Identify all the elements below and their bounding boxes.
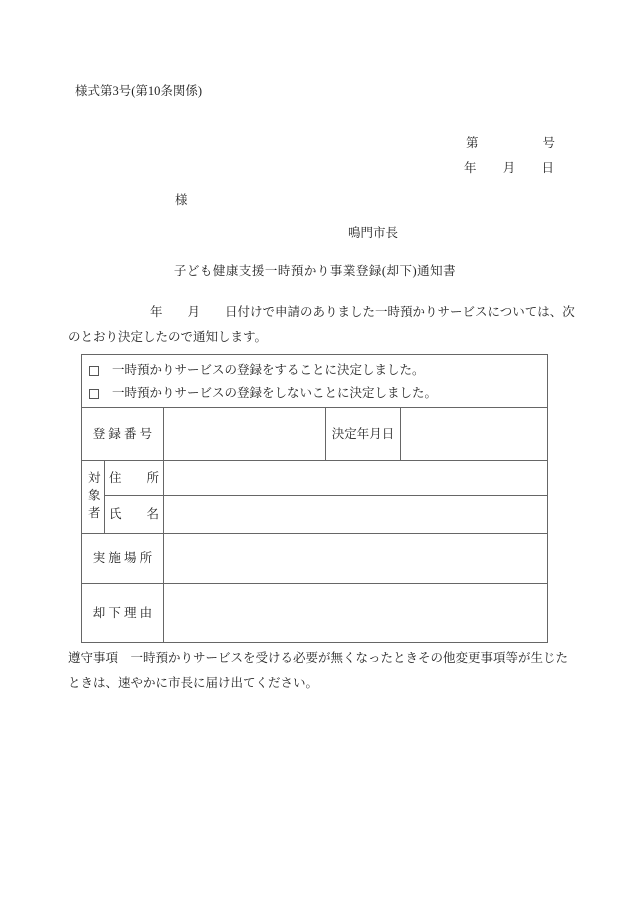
subject-section: [82, 460, 547, 533]
name-value-cell: [164, 496, 547, 533]
decision-option-approve-label: 一時預かりサービスの登録をすることに決定しました。: [112, 363, 425, 378]
note-line-2: ときは、速やかに市長に届け出てください。: [68, 676, 319, 690]
recipient-honorific: 様: [175, 193, 188, 207]
subject-rows: [105, 461, 547, 533]
doc-number-suffix: 号: [542, 136, 555, 150]
year-label: 年: [464, 161, 477, 175]
address-row: [105, 461, 547, 495]
body-line-1: 年 月 日付けで申請のありました一時預かりサービスについては、次: [150, 305, 575, 319]
location-label: 実 施 場 所: [82, 534, 164, 583]
registration-number-label: 登 録 番 号: [82, 408, 164, 460]
decision-options-cell: [82, 355, 547, 407]
subject-label-cell: [82, 461, 105, 533]
location-value-cell: [164, 534, 547, 583]
decision-table: [81, 354, 548, 643]
doc-number-prefix: 第: [466, 136, 479, 150]
decision-option-reject-label: 一時預かりサービスの登録をしないことに決定しました。: [112, 386, 438, 401]
checkbox-approve-icon: [89, 366, 99, 376]
rejection-reason-value-cell: [164, 584, 547, 642]
decision-date-label: 決定年月日: [326, 408, 401, 460]
compliance-note: [68, 646, 588, 696]
subject-label: 対象者: [86, 470, 101, 524]
document-title: 子ども健康支援一時預かり事業登録(却下)通知書: [173, 264, 457, 278]
rejection-reason-label: 却 下 理 由: [82, 584, 164, 642]
name-label: 氏 名: [105, 496, 164, 533]
note-line-1: 遵守事項 一時預かりサービスを受ける必要が無くなったときその他変更事項等が生じた: [68, 651, 569, 665]
decision-option-approve: [89, 359, 547, 382]
sender-name: 鳴門市長: [348, 226, 399, 240]
date-line: [464, 159, 554, 177]
decision-options-row: [82, 355, 547, 407]
address-value-cell: [164, 461, 547, 495]
decision-option-reject: [89, 382, 547, 405]
registration-number-value-cell: [164, 408, 326, 460]
checkbox-reject-icon: [89, 389, 99, 399]
form-number: 様式第3号(第10条関係): [75, 84, 203, 98]
doc-number-line: [466, 134, 555, 152]
day-label: 日: [541, 161, 554, 175]
decision-date-value-cell: [401, 408, 547, 460]
registration-number-row: [82, 407, 547, 460]
location-row: [82, 533, 547, 583]
address-label: 住 所: [105, 461, 164, 495]
rejection-reason-row: [82, 583, 547, 642]
month-label: 月: [502, 161, 516, 175]
body-paragraph: [68, 300, 573, 350]
body-line-2: のとおり決定したので通知します。: [68, 330, 268, 344]
name-row: [105, 495, 547, 533]
